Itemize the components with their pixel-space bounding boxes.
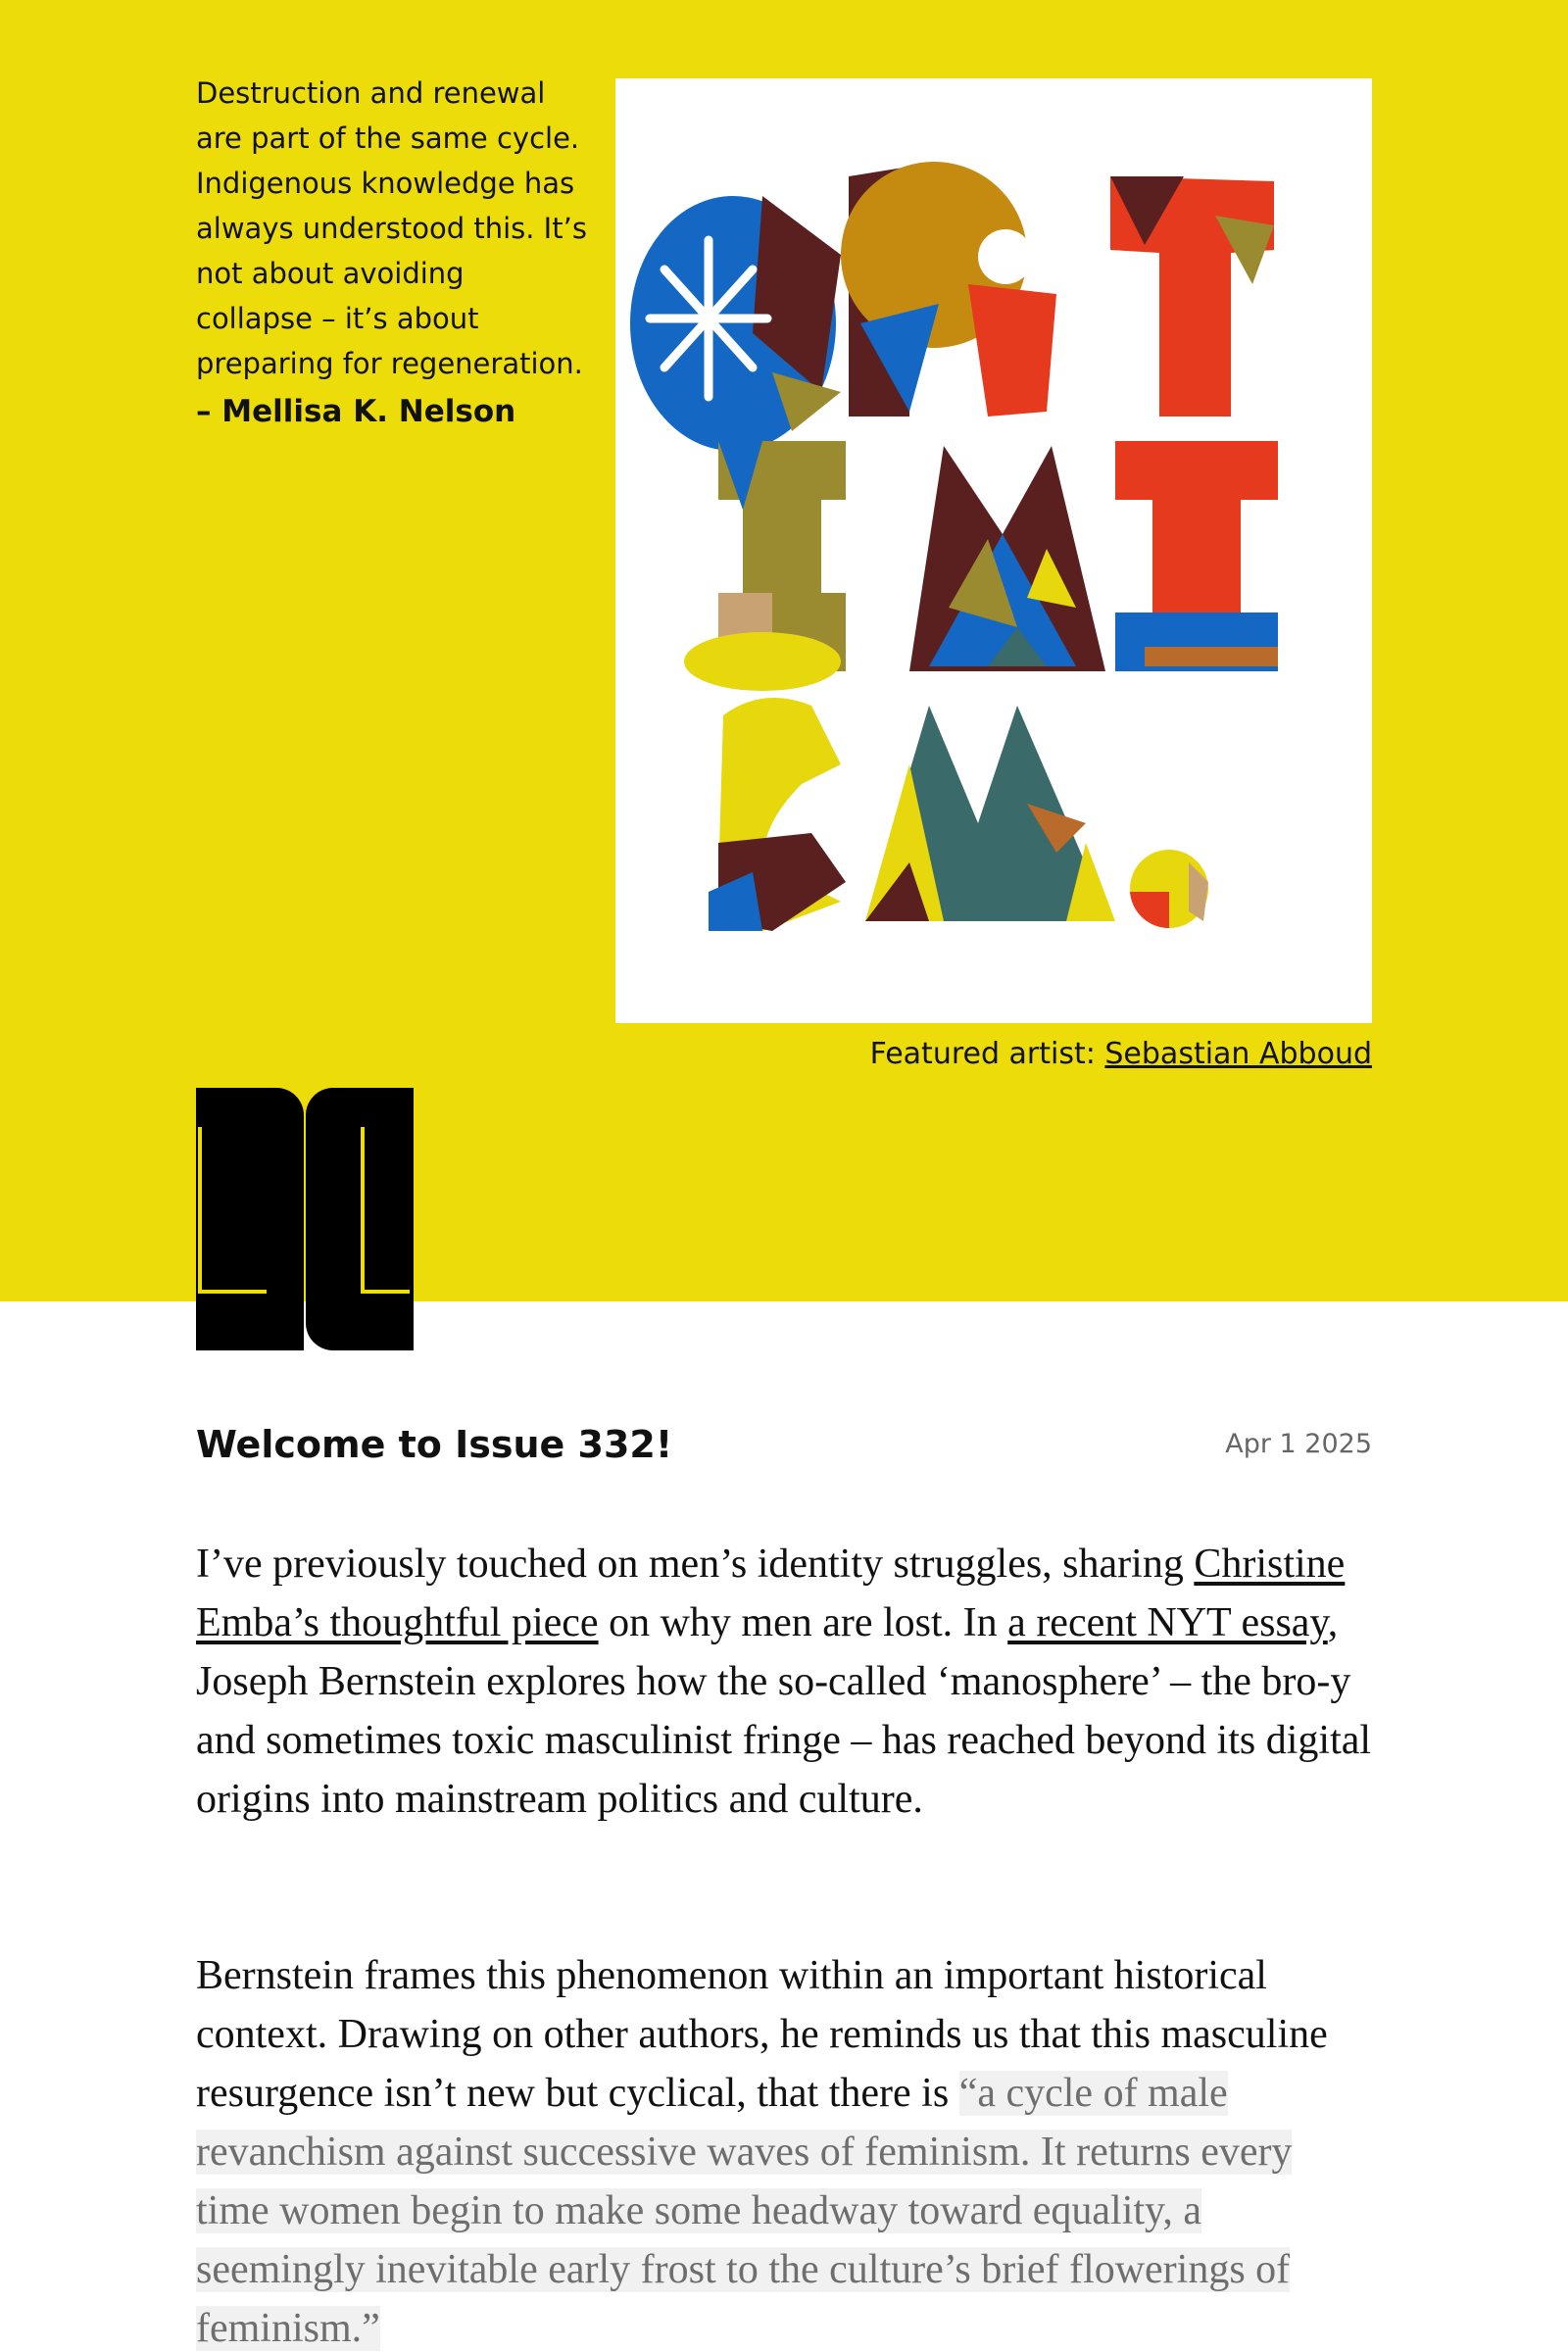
p1-text-c: , Joseph Bernstein explores how the so-called ‘manosphere’ – the bro-y and sometimes toxic masculinist fringe – has reached beyond its digital origins into mainstream politics and culture.	[196, 1600, 1372, 1822]
artwork-caption	[615, 1037, 1372, 1071]
christine-emba-link[interactable]: Christine Emba’s thoughtful piece	[196, 1542, 1346, 1645]
epigraph-quote: Destruction and renewal are part of the same cycle. Indigenous knowledge has always understood this. It’s not about avoiding collapse – it’s about preparing for regeneration.	[196, 76, 587, 380]
caption-prefix: Featured artist:	[869, 1037, 1105, 1071]
optimism-artwork-image	[615, 78, 1372, 1023]
article-paragraph-1	[196, 1535, 1372, 1829]
issue-date: Apr 1 2025	[1225, 1429, 1372, 1459]
highlighted-quote: “a cycle of male revanchism against successive waves of feminism. It returns every time women begin to make some headway toward equality, a seemingly inevitable early frost to the culture’s brief flowerings of feminism.”	[196, 2071, 1293, 2351]
dq-logo[interactable]	[196, 1088, 414, 1350]
dq-logo-icon	[196, 1088, 414, 1350]
p2-text-a: Bernstein frames this phenomenon within an important historical context. Drawing on other authors, he reminds us that this masculine resurgence isn’t new but cyclical, that there is	[196, 1953, 1328, 2116]
nyt-essay-link[interactable]: a recent NYT essay	[1007, 1600, 1328, 1645]
epigraph-author: – Mellisa K. Nelson	[196, 394, 516, 429]
featured-artwork	[615, 78, 1372, 1023]
p1-text-a: I’ve previously touched on men’s identity struggles, sharing	[196, 1542, 1195, 1587]
issue-title: Welcome to Issue 332!	[196, 1423, 673, 1466]
p1-text-b: on why men are lost. In	[598, 1600, 1008, 1645]
article-paragraph-2	[196, 1946, 1372, 2352]
featured-artist-link[interactable]: Sebastian Abboud	[1104, 1037, 1372, 1071]
